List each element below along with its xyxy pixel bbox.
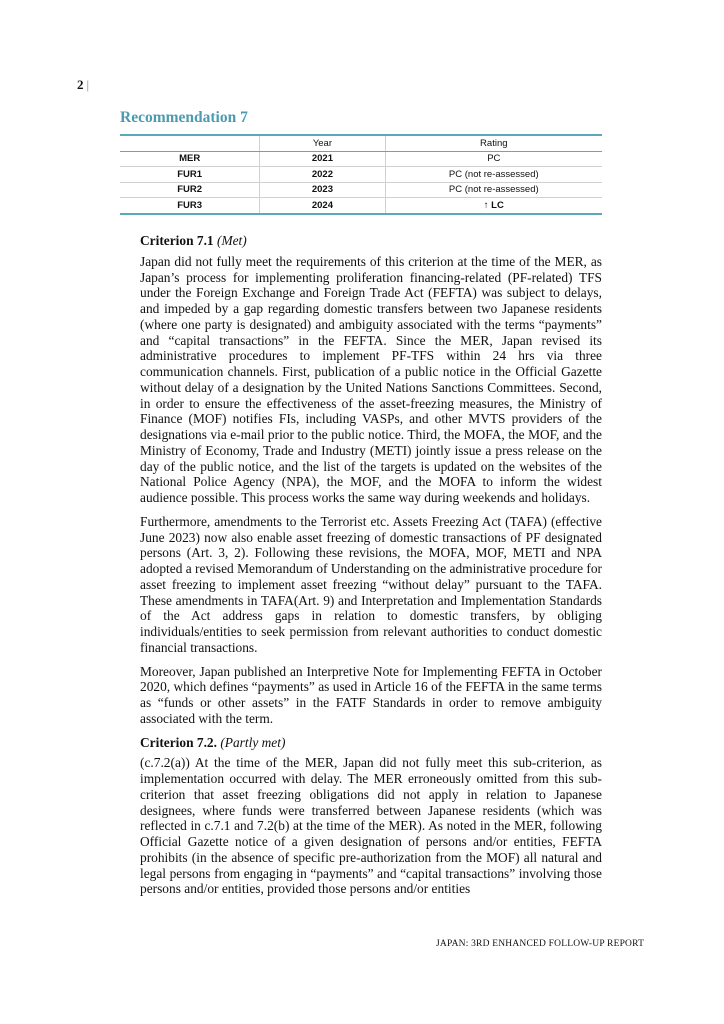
table-header-row bbox=[120, 135, 602, 151]
row-year: 2024 bbox=[260, 198, 385, 214]
criterion-heading bbox=[140, 735, 602, 751]
table-row bbox=[120, 198, 602, 214]
row-label: FUR3 bbox=[120, 198, 260, 214]
paragraph: Furthermore, amendments to the Terrorist etc. Assets Freezing Act (TAFA) (effective June 2023) now also enable asset freezing of domestic transactions of PF designated persons (Art. 3, 2). Following these revisions, the MOFA, MOF, METI and NPA adopted a revised Memorandum of Understanding on the administrative procedure for asset freezing to implement asset freezing “without delay” pursuant to the TAFA. These amendments in TAFA(Art. 9) and Interpretation and Implementation Standards of the Act address gaps in relation to domestic transfers, by obliging individuals/entities to seek permission from relevant authorities to conduct domestic financial transactions. bbox=[140, 513, 602, 655]
paragraph: Japan did not fully meet the requirements of this criterion at the time of the MER, as Japan’s process for implementing proliferation financing-related (PF-related) TFS under the Foreign Exchange and Foreign Trade Act (FEFTA) was subject to delays, and impeded by a gap regarding domestic transfers between two Japanese residents (where one party is designated) and ambiguity associated with the terms “payments” and “capital transactions” in the FEFTA. Since the MER, Japan revised its administrative procedures to implement PF-TFS within 24 hrs via three communication channels. First, publication of a public notice in the Official Gazette without delay of a designation by the United Nations Sanctions Committees. Second, in order to ensure the effectiveness of the asset-freezing measures, the Ministry of Finance (MOF) notifies FIs, including VASPs, and other MVTS providers of the designations via e-mail prior to the public notice. Third, the MOFA, the MOF, and the Ministry of Economy, Trade and Industry (METI) jointly issue a press release on the day of the public notice, and the list of the targets is updated on the websites of the National Police Agency (NPA), the MOF, and the MOFA to inform the widest audience possible. This process works the same way during weekends and holidays. bbox=[140, 253, 602, 505]
ratings-table bbox=[120, 134, 602, 215]
header-rating: Rating bbox=[385, 135, 602, 151]
page-number bbox=[77, 77, 89, 93]
row-label: MER bbox=[179, 153, 201, 165]
criterion-heading bbox=[140, 233, 602, 249]
row-year: 2022 bbox=[260, 167, 385, 183]
row-rating: PC (not re-assessed) bbox=[385, 182, 602, 198]
report-body bbox=[140, 233, 602, 905]
header-year: Year bbox=[260, 135, 385, 151]
row-label: FUR2 bbox=[120, 182, 260, 198]
page-number-separator: | bbox=[86, 77, 90, 92]
recommendation-title: Recommendation 7 bbox=[120, 109, 248, 126]
criterion-rating: (Met) bbox=[217, 233, 247, 248]
criterion-title: Criterion 7.1 bbox=[140, 233, 214, 248]
row-rating: PC (not re-assessed) bbox=[385, 167, 602, 183]
row-year: 2021 bbox=[260, 151, 385, 167]
paragraph: Moreover, Japan published an Interpretive Note for Implementing FEFTA in October 2020, which defines “payments” as used in Article 16 of the FEFTA in the same terms as “funds or other assets” in the FATF Standards in order to remove ambiguity associated with the term. bbox=[140, 663, 602, 726]
page-number-value: 2 bbox=[77, 77, 84, 92]
paragraph: (c.7.2(a)) At the time of the MER, Japan did not fully meet this sub-criterion, as implementation occurred with delay. The MER erroneously omitted from this sub-criterion that asset freezing obligations did not apply in relation to Japanese designees, where funds were transferred between Japanese residents (which was reflected in c.7.1 and 7.2(b) at the time of the MER). As noted in the MER, following Official Gazette notice of a given designation of persons and/or entities, FEFTA prohibits (in the absence of specific pre-authorization from the MOF) all natural and legal persons from engaging in “payments” and “capital transactions” involving those persons and/or entities, provided those persons and/or entities bbox=[140, 755, 602, 897]
row-year: 2023 bbox=[260, 182, 385, 198]
table-row bbox=[120, 167, 602, 183]
row-rating: ↑ LC bbox=[385, 198, 602, 214]
row-label: FUR1 bbox=[120, 167, 260, 183]
criterion-title: Criterion 7.2. bbox=[140, 734, 217, 750]
page-footer: JAPAN: 3RD ENHANCED FOLLOW-UP REPORT bbox=[436, 939, 645, 949]
row-rating: PC bbox=[385, 151, 602, 167]
table-row bbox=[120, 151, 602, 167]
table-row bbox=[120, 182, 602, 198]
header-label bbox=[120, 135, 260, 151]
criterion-rating: (Partly met) bbox=[220, 734, 286, 750]
